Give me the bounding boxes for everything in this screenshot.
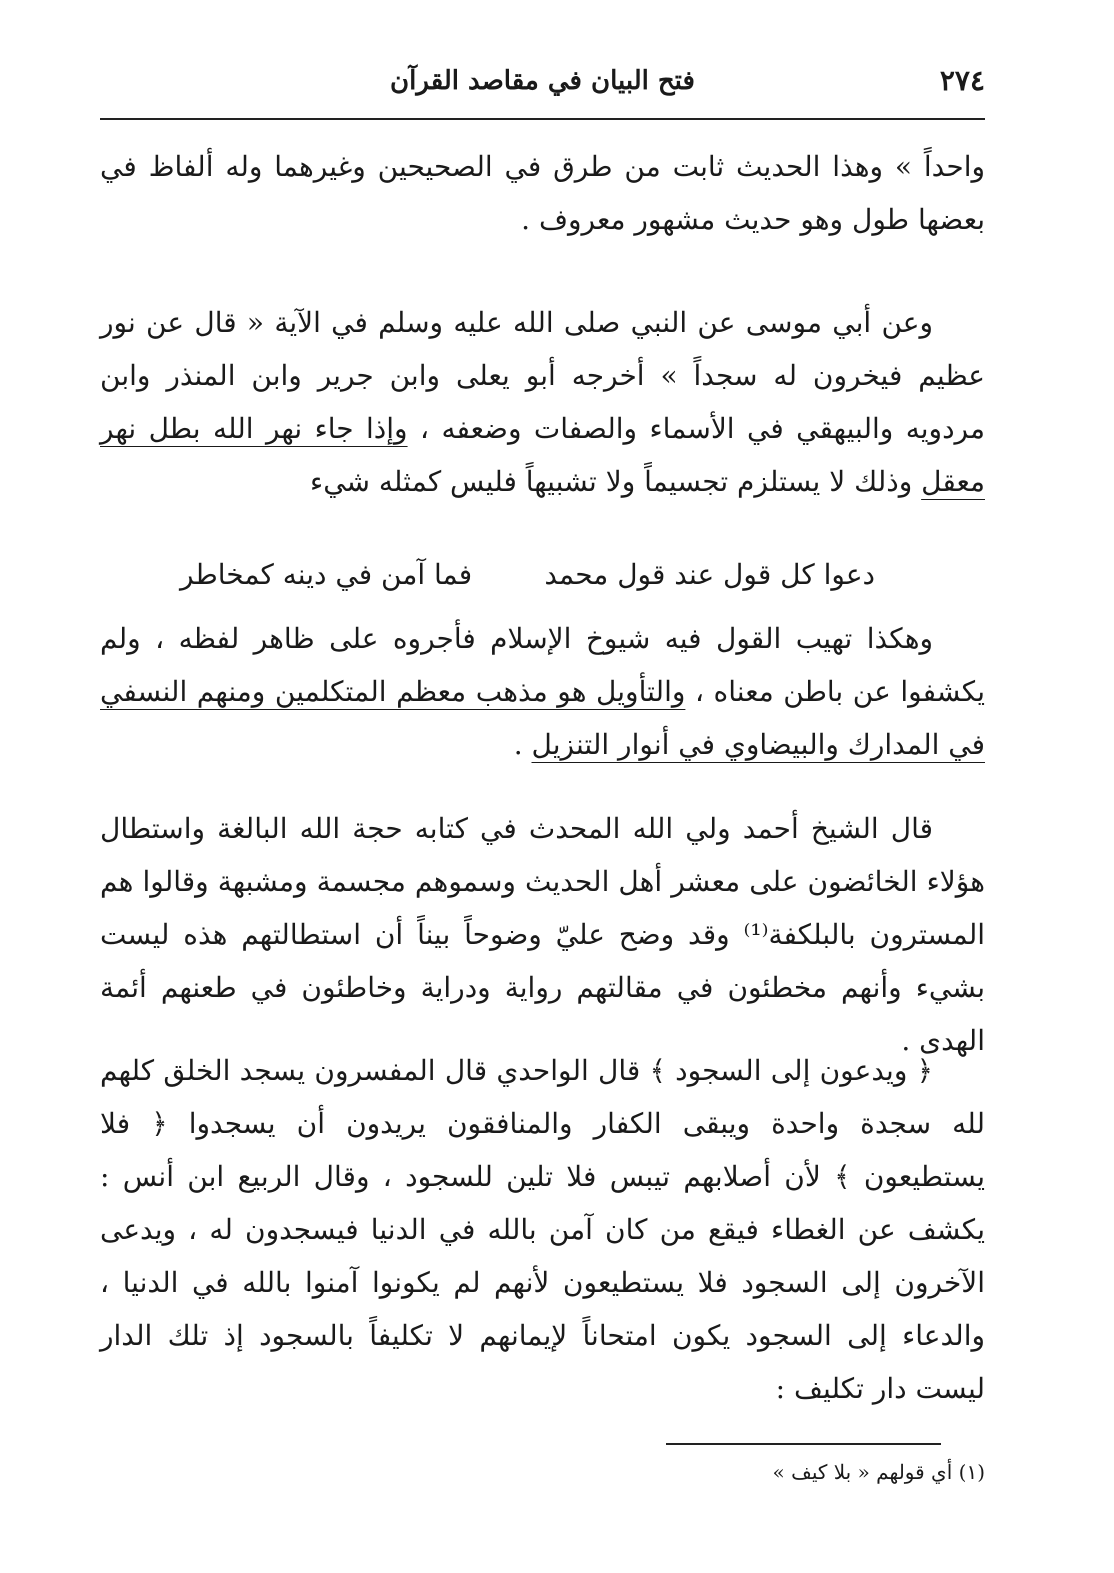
- poetry-verse: [100, 548, 985, 601]
- verse-second-hemistich: فما آمن في دينه كمخاطر: [180, 558, 473, 591]
- verse-first-hemistich: دعوا كل قول عند قول محمد: [544, 558, 875, 591]
- paragraph-5: ﴿ ويدعون إلى السجود ﴾ قال الواحدي قال المفسرون يسجد الخلق كلهم لله سجدة واحدة ويبقى الكفار والمنافقون يريدون أن يسجدوا ﴿ فلا يستطيعون ﴾ لأن أصلابهم تيبس فلا تلين للسجود ، وقال الربيع ابن أنس : يكشف عن الغطاء فيقع من كان آمن بالله في الدنيا فيسجدون له ، ويدعى الآخرون إلى السجود فلا يستطيعون لأنهم لم يكونوا آمنوا بالله في الدنيا ، والدعاء إلى السجود يكون امتحاناً لإيمانهم لا تكليفاً بالسجود إذ تلك الدار ليست دار تكليف :: [100, 1054, 985, 1405]
- paragraph-3: [100, 612, 985, 771]
- book-title: فتح البيان في مقاصد القرآن: [390, 66, 695, 96]
- paragraph-4: قال الشيخ أحمد ولي الله المحدث في كتابه حجة الله البالغة واستطال هؤلاء الخائضون على معشر أهل الحديث وسموهم مجسمة ومشبهة وقالوا هم المسترون بالبلكفة⁽¹⁾ وقد وضح عليّ وضوحاً بيناً أن استطالتهم هذه ليست بشيء وأنهم مخطئون في مقالتهم رواية ودراية وخاطئون في طعنهم أئمة الهدى .: [100, 812, 986, 1057]
- paragraph-3-end: .: [513, 728, 532, 761]
- paragraph-3-text-a: وهكذا تهيب القول فيه شيوخ الإسلام فأجروه على ظاهر لفظه ، ولم يكشفوا عن باطن معناه ،: [100, 622, 985, 708]
- footnote-marker: (١): [958, 1460, 985, 1484]
- underlined-phrase-2: والتأويل هو مذهب معظم المتكلمين ومنهم النسفي في المدارك والبيضاوي في أنوار التنزيل: [100, 675, 985, 761]
- footnote: [100, 1457, 985, 1487]
- paragraph-1: واحداً » وهذا الحديث ثابت من طرق في الصحيحين وغيرهما وله ألفاظ في بعضها طول وهو حديث مشهور معروف .: [100, 150, 985, 236]
- footnote-separator: [666, 1443, 941, 1445]
- page-header: [100, 62, 985, 120]
- footnote-text: أي قولهم « بلا كيف »: [772, 1460, 953, 1484]
- paragraph-2-text-b: وذلك لا يستلزم تجسيماً ولا تشبيهاً فليس كمثله شيء: [310, 465, 922, 498]
- page-number: ٢٧٤: [939, 64, 985, 97]
- underlined-phrase-1: وإذا جاء نهر الله بطل نهر معقل: [100, 412, 985, 498]
- paragraph-2-text-a: وعن أبي موسى عن النبي صلى الله عليه وسلم في الآية « قال عن نور عظيم فيخرون له سجداً » أخرجه أبو يعلى وابن جرير وابن المنذر وابن مردويه والبيهقي في الأسماء والصفات وضعفه ،: [100, 306, 985, 445]
- paragraph-2: [100, 296, 985, 508]
